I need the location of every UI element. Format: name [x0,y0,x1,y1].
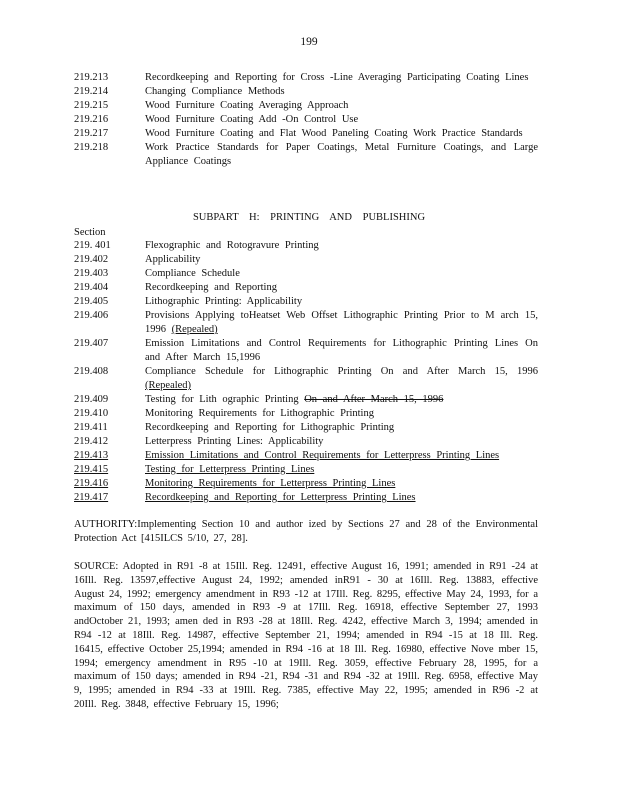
section-number: 219.213 [74,72,109,83]
section-title: Changing Compliance Methods [145,86,285,97]
section-title: Monitoring Requirements for Lithographic Printing [145,408,374,419]
section-row [74,85,538,99]
section-number: 219.411 [74,422,108,433]
section-row [74,407,538,421]
repealed-mark: (Repealed) [145,380,192,391]
section-number: 219.404 [74,282,109,293]
section-row-added [74,463,538,477]
section-number: 219.215 [74,100,109,111]
section-title-text: Compliance Schedule for Lithographic Printing On and After March 15, 1996 [145,366,538,377]
section-title [145,365,538,393]
section-title [145,393,538,407]
section-title: Recordkeeping and Reporting [145,282,277,293]
section-title: Compliance Schedule [145,268,240,279]
page-number: 199 [300,36,318,48]
section-row [74,253,538,267]
section-title: Wood Furniture Coating Add -On Control Use [145,114,359,125]
section-number: 219.415 [74,464,109,475]
section-row [74,281,538,295]
section-number: 219.417 [74,492,109,503]
subpart-heading: SUBPART H: PRINTING AND PUBLISHING [192,212,426,223]
section-number: 219. 401 [74,240,111,251]
section-title: Recordkeeping and Reporting for Cross -Line Averaging Participating Coating Lines [145,72,529,83]
section-number: 219.412 [74,436,109,447]
section-row [74,127,538,141]
section-number: 219.413 [74,450,109,461]
section-title: Wood Furniture Coating Averaging Approach [145,100,349,111]
section-column-label: Section [74,227,106,238]
section-row-added [74,477,538,491]
section-row [74,71,538,85]
source-note: SOURCE: Adopted in R91 -8 at 15Ill. Reg. 12491, effective August 16, 1991; amended in R91 -24 at 16Ill. Reg. 13597,effective August 24, 1992; amended inR91 - 30 at 16Ill. Reg. 13883, effective August 24, 1992; emergency amendment in R93 -12 at 17Ill. Reg. 8295, effective May 24, 1993, for a maximum of 150 days, amended in R93 -9 at 17Ill. Reg. 16918, effective September 27, 1993 andOctober 21, 1993; amen ded in R93 -28 at 18Ill. Reg. 4242, effective March 3, 1994; amended in R94 -12 at 18Ill. Reg. 14987, effective September 21, 1994; amended in R94 -15 at 18 Ill. Reg. 16415, effective October 25,1994; amended in R94 -16 at 18 Ill. Reg. 16980, effective Nove mber 15, 1994; emergency amendment in R95 -10 at 19Ill. Reg. 3059, effective February 28, 1995, for a maximum of 150 days; amended in R94 -21, R94 -31 and R94 -32 at 19Ill. Reg. 6958, effective May 9, 1995; amended in R94 -33 at 19Ill. Reg. 7385, effective May 22, 1995; amended in R96 -2 at 20Ill. Reg. 3848, effective February 15, 1996; [74,561,538,710]
section-number: 219.410 [74,408,109,419]
section-number: 219.403 [74,268,109,279]
section-row [74,309,538,337]
section-row [74,99,538,113]
authority-note: AUTHORITY:Implementing Section 10 and author ized by Sections 27 and 28 of the Environmental Protection Act [415ILCS 5/10, 27, 28]. [74,519,538,544]
section-row [74,365,538,393]
section-row [74,421,538,435]
section-number: 219.218 [74,142,109,153]
repealed-mark: (Repealed) [171,324,218,335]
section-title: Recordkeeping and Reporting for Letterpress Printing Lines [145,492,416,503]
section-title: Applicability [145,254,201,265]
section-title: Monitoring Requirements for Letterpress Printing Lines [145,478,396,489]
section-row [74,239,538,253]
section-number: 219.416 [74,478,109,489]
section-number: 219.406 [74,310,109,321]
struck-text: On and After March 15, 1996 [304,394,444,405]
section-title: Flexographic and Rotogravure Printing [145,240,319,251]
section-row [74,267,538,281]
section-number: 219.217 [74,128,109,139]
section-list-top [74,71,538,169]
section-title: Wood Furniture Coating and Flat Wood Paneling Coating Work Practice Standards [145,128,523,139]
section-title-text: Provisions Applying toHeatset Web Offset Lithographic Printing Prior to M arch 15, 1996 [145,310,538,335]
section-title: Testing for Letterpress Printing Lines [145,464,315,475]
section-title: Recordkeeping and Reporting for Lithographic Printing [145,422,395,433]
section-row [74,113,538,127]
section-title: Letterpress Printing Lines: Applicability [145,436,324,447]
section-number: 219.409 [74,394,109,405]
section-row-added [74,491,538,505]
section-row [74,141,538,169]
section-title-text: Testing for Lith ographic Printing [145,394,299,405]
section-title: Emission Limitations and Control Requirements for Letterpress Printing Lines [145,450,500,461]
section-number: 219.216 [74,114,109,125]
section-row-added [74,449,538,463]
section-list-subpart-h [74,239,538,505]
section-title [145,309,538,337]
section-row [74,435,538,449]
section-row [74,337,538,365]
section-number: 219.408 [74,366,109,377]
section-title: Lithographic Printing: Applicability [145,296,303,307]
section-row [74,295,538,309]
section-title: Emission Limitations and Control Requirements for Lithographic Printing Lines On and After March 15,1996 [145,338,538,363]
section-number: 219.407 [74,338,109,349]
section-number: 219.214 [74,86,109,97]
section-number: 219.405 [74,296,109,307]
section-row [74,393,538,407]
section-number: 219.402 [74,254,109,265]
section-title: Work Practice Standards for Paper Coatings, Metal Furniture Coatings, and Large Appliance Coatings [145,142,538,167]
